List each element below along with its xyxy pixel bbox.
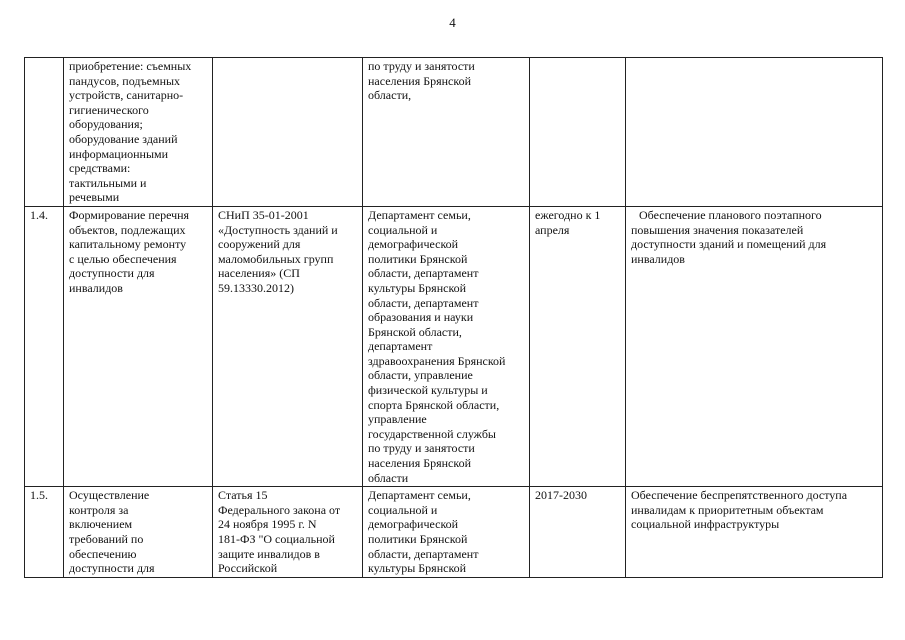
text-line: оборудование зданий xyxy=(69,131,178,146)
text-line: ежегодно к 1 xyxy=(535,207,601,222)
text-line: государственной службы xyxy=(368,426,496,441)
cell-number xyxy=(25,58,64,207)
text-line: Российской xyxy=(218,561,278,576)
text-line: тактильными и xyxy=(69,175,147,190)
text-line: демографической xyxy=(368,237,459,252)
text-line: защите инвалидов в xyxy=(218,546,320,561)
text-line: образования и науки xyxy=(368,310,474,325)
text-line: капитальному ремонту xyxy=(69,237,187,252)
cell-measure xyxy=(64,58,213,207)
text-line: информационными xyxy=(69,146,169,161)
text-line: контроля за xyxy=(69,502,129,517)
text-line: доступности для xyxy=(69,266,155,281)
text-line: пандусов, подъемных xyxy=(69,73,181,88)
text-line: департамент xyxy=(368,339,433,354)
text-line: области, департамент xyxy=(368,266,479,281)
text-line: речевыми xyxy=(69,190,120,205)
text-line: включением xyxy=(69,517,133,532)
text-line: культуры Брянской xyxy=(368,280,467,295)
text-line: маломобильных групп xyxy=(218,251,334,266)
cell-number xyxy=(25,206,64,486)
text-line: устройств, санитарно- xyxy=(69,88,184,103)
text-line: «Доступность зданий и xyxy=(218,222,338,237)
text-line: спорта Брянской области, xyxy=(368,397,500,412)
cell-legal-basis xyxy=(213,58,363,207)
text-line: объектов, подлежащих xyxy=(69,222,186,237)
cell-term xyxy=(530,206,626,486)
cell-expected-result xyxy=(626,487,883,578)
text-line: населения» (СП xyxy=(218,266,300,281)
text-line: 1.5. xyxy=(30,488,48,503)
text-line: Департамент семьи, xyxy=(368,488,471,503)
text-line: гигиенического xyxy=(69,102,149,117)
text-line: политики Брянской xyxy=(368,251,468,266)
text-line: области, департамент xyxy=(368,295,479,310)
text-line: области, xyxy=(368,88,412,103)
cell-executors xyxy=(363,206,530,486)
table-row xyxy=(25,206,883,486)
cell-expected-result xyxy=(626,206,883,486)
measures-table xyxy=(24,57,883,578)
text-line: требований по xyxy=(69,532,144,546)
text-line: населения Брянской xyxy=(368,73,472,88)
text-line: инвалидам к приоритетным объектам xyxy=(631,502,824,517)
text-line: 59.13330.2012) xyxy=(218,280,294,295)
text-line: приобретение: съемных xyxy=(69,59,192,73)
text-line: сооружений для xyxy=(218,237,301,252)
text-line: управление xyxy=(368,412,427,427)
text-line: обеспечению xyxy=(69,546,137,561)
text-line: Осуществление xyxy=(69,488,150,503)
text-line: инвалидов xyxy=(69,280,123,295)
cell-measure xyxy=(64,487,213,578)
text-line: апреля xyxy=(535,222,570,237)
table-row xyxy=(25,58,883,207)
cell-legal-basis xyxy=(213,206,363,486)
text-line: доступности зданий и помещений для xyxy=(631,237,827,252)
text-line: здравоохранения Брянской xyxy=(368,353,506,368)
text-line: 24 ноября 1995 г. N xyxy=(218,517,317,532)
cell-term xyxy=(530,58,626,207)
text-line: физической культуры и xyxy=(368,383,488,398)
text-line: Департамент семьи, xyxy=(368,207,471,222)
text-line: по труду и занятости xyxy=(368,441,475,456)
text-line: Статья 15 xyxy=(218,488,268,503)
text-line: Формирование перечня xyxy=(69,207,190,222)
text-line: оборудования; xyxy=(69,117,143,132)
text-line: Обеспечение беспрепятственного доступа xyxy=(631,488,848,503)
text-line: демографической xyxy=(368,517,459,532)
text-line: средствами: xyxy=(69,161,131,176)
text-line: доступности для xyxy=(69,561,155,576)
text-line: области xyxy=(368,470,409,485)
text-line: культуры Брянской xyxy=(368,561,467,576)
cell-measure xyxy=(64,206,213,486)
cell-number xyxy=(25,487,64,578)
page-number: 4 xyxy=(449,15,456,30)
cell-term xyxy=(530,487,626,578)
text-line: 181-ФЗ "О социальной xyxy=(218,532,335,546)
cell-executors xyxy=(363,487,530,578)
text-line: политики Брянской xyxy=(368,532,468,546)
table-row xyxy=(25,487,883,578)
cell-legal-basis xyxy=(213,487,363,578)
text-line: с целью обеспечения xyxy=(69,251,177,266)
text-line: Обеспечение планового поэтапного xyxy=(639,207,822,222)
text-line: инвалидов xyxy=(631,251,685,266)
text-line: повышения значения показателей xyxy=(631,222,804,237)
text-line: социальной инфраструктуры xyxy=(631,517,780,532)
text-line: 1.4. xyxy=(30,207,48,222)
text-line: Федерального закона от xyxy=(218,502,341,517)
cell-expected-result xyxy=(626,58,883,207)
text-line: по труду и занятости xyxy=(368,59,475,73)
text-line: СНиП 35-01-2001 xyxy=(218,207,309,222)
text-line: населения Брянской xyxy=(368,456,472,471)
text-line: социальной и xyxy=(368,222,438,237)
text-line: 2017-2030 xyxy=(535,488,587,503)
text-line: области, управление xyxy=(368,368,473,383)
text-line: области, департамент xyxy=(368,546,479,561)
text-line: Брянской области, xyxy=(368,324,462,339)
text-line: социальной и xyxy=(368,502,438,517)
cell-executors xyxy=(363,58,530,207)
